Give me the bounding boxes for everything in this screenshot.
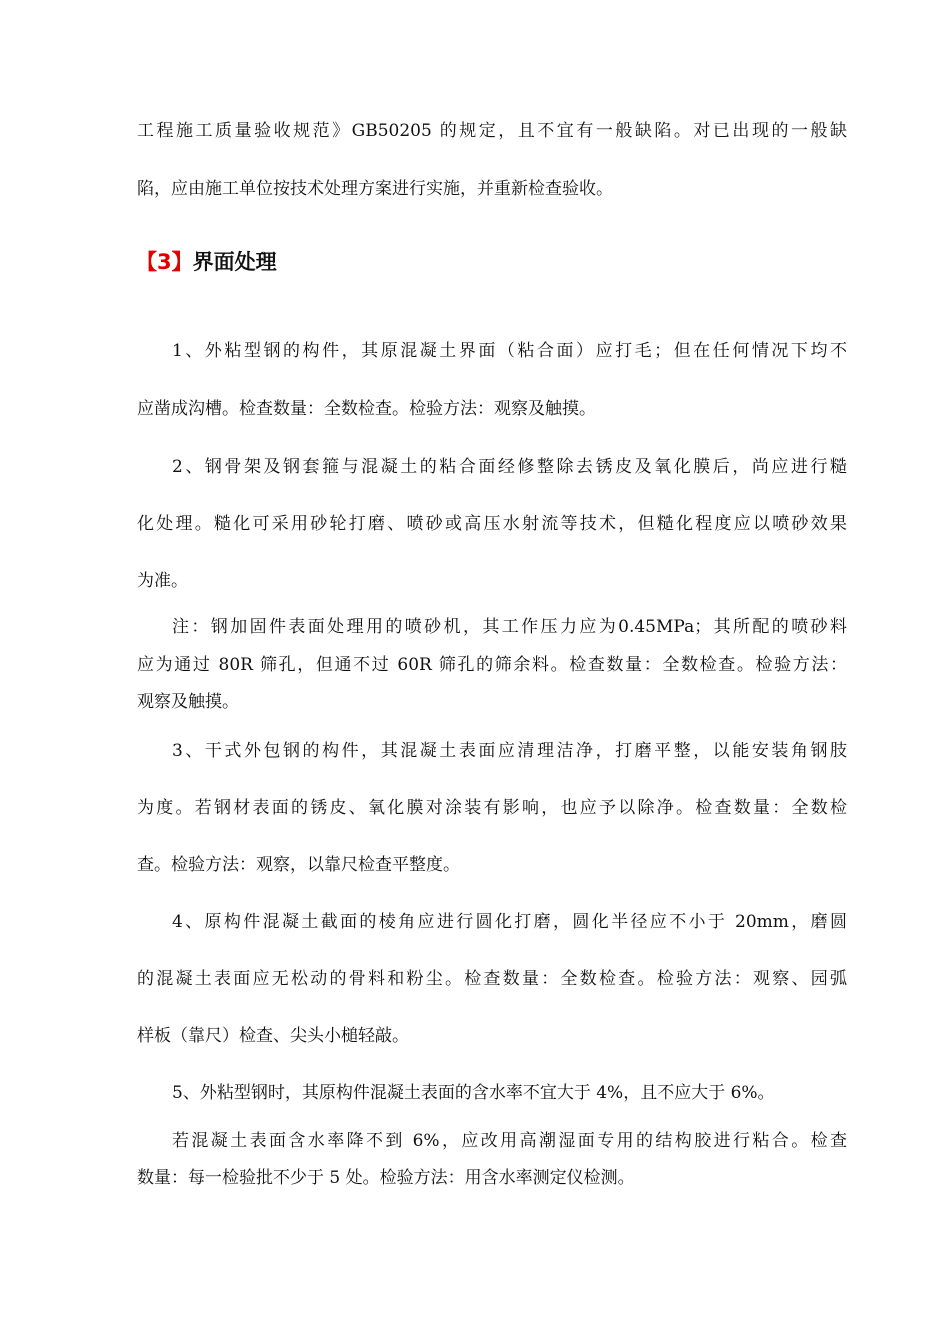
para-3-line-3: 查。检验方法：观察，以靠尺检查平整度。 <box>137 855 460 875</box>
para-6-line-2: 数量：每一检验批不少于 5 处。检验方法：用含水率测定仪检测。 <box>137 1168 635 1188</box>
intro-line-2: 陷，应由施工单位按技术处理方案进行实施，并重新检查验收。 <box>137 179 613 199</box>
para-4-line-2: 的混凝土表面应无松动的骨料和粉尘。检查数量：全数检查。检验方法：观察、园弧 <box>137 969 847 989</box>
para-2-line-2: 化处理。糙化可采用砂轮打磨、喷砂或高压水射流等技术，但糙化程度应以喷砂效果 <box>137 514 847 534</box>
section-title: 界面处理 <box>192 250 277 274</box>
para-3-line-2: 为度。若钢材表面的锈皮、氧化膜对涂装有影响，也应予以除净。检查数量：全数检 <box>137 798 847 818</box>
para-5-line-1: 5、外粘型钢时，其原构件混凝土表面的含水率不宜大于 4%，且不应大于 6%。 <box>172 1083 775 1103</box>
para-4-line-3: 样板（靠尺）检查、尖头小槌轻敲。 <box>137 1026 409 1046</box>
para-3-line-1: 3、干式外包钢的构件，其混凝土表面应清理洁净，打磨平整，以能安装角钢肢 <box>172 741 847 761</box>
section-number: 【3】 <box>136 250 193 274</box>
para-2-line-3: 为准。 <box>137 571 188 591</box>
para-1-line-2: 应凿成沟槽。检查数量：全数检查。检验方法：观察及触摸。 <box>137 399 596 419</box>
para-6-line-1: 若混凝土表面含水率降不到 6%，应改用高潮湿面专用的结构胶进行粘合。检查 <box>172 1131 847 1151</box>
para-1-line-1: 1、外粘型钢的构件，其原混凝土界面（粘合面）应打毛；但在任何情况下均不 <box>172 341 847 361</box>
note-line-1: 注：钢加固件表面处理用的喷砂机，其工作压力应为0.45MPa；其所配的喷砂料 <box>172 617 847 637</box>
section-heading <box>136 246 277 276</box>
note-line-2: 应为通过 80R 筛孔，但通不过 60R 筛孔的筛余料。检查数量：全数检查。检验方法： <box>137 655 847 675</box>
para-2-line-1: 2、钢骨架及钢套箍与混凝土的粘合面经修整除去锈皮及氧化膜后，尚应进行糙 <box>172 457 847 477</box>
para-4-line-1: 4、原构件混凝土截面的棱角应进行圆化打磨，圆化半径应不小于 20mm，磨圆 <box>172 912 847 932</box>
intro-line-1: 工程施工质量验收规范》GB50205 的规定，且不宜有一般缺陷。对已出现的一般缺 <box>137 121 847 141</box>
note-line-3: 观察及触摸。 <box>137 692 239 712</box>
